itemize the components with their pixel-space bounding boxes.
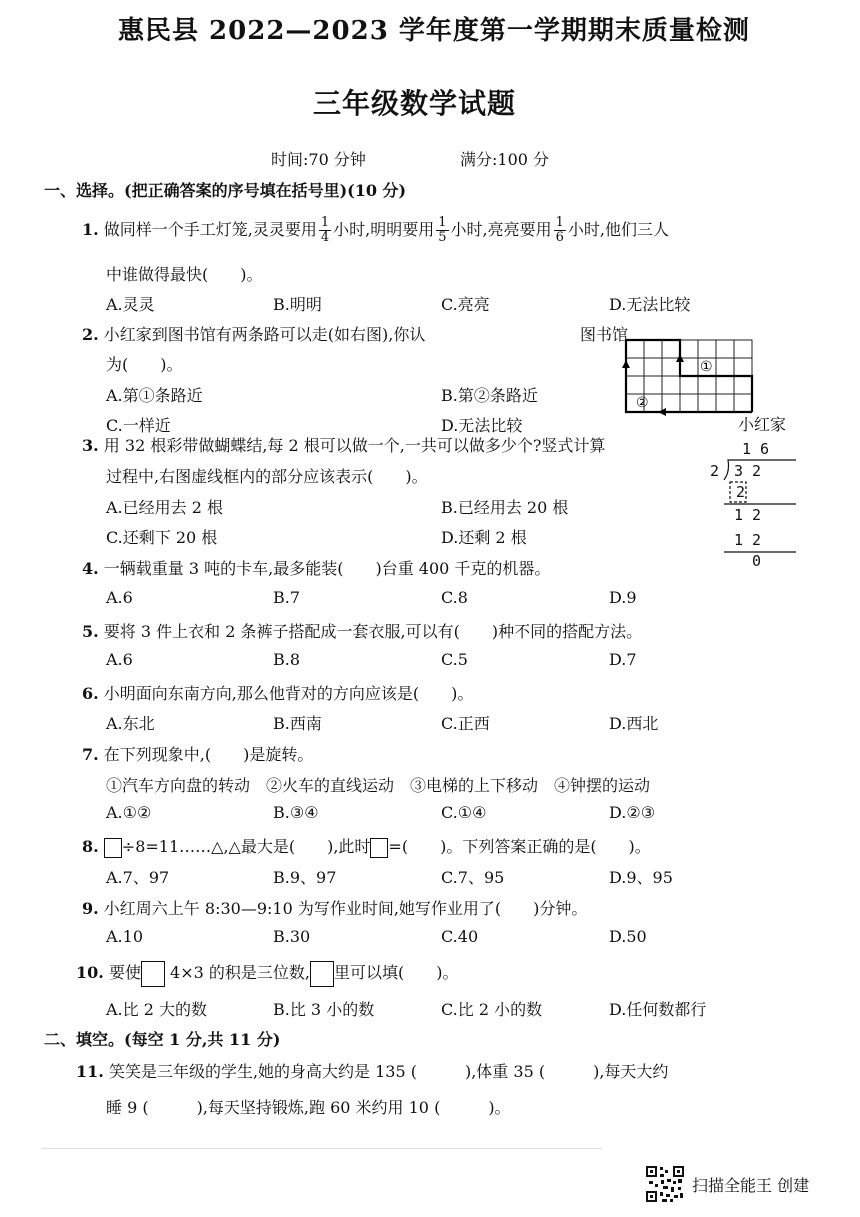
route-2-label: ② bbox=[636, 395, 649, 411]
blank-square bbox=[141, 961, 165, 987]
question-number: 7. bbox=[82, 745, 99, 764]
option-b: B.7 bbox=[273, 588, 301, 607]
fraction-denominator: 6 bbox=[555, 230, 564, 245]
section-2-heading: 二、填空。(每空 1 分,共 11 分) bbox=[44, 1030, 281, 1049]
option-b: B.明明 bbox=[273, 295, 322, 314]
question-9 bbox=[82, 896, 587, 919]
question-10 bbox=[76, 960, 459, 987]
option-d: D.9 bbox=[609, 588, 637, 607]
option-c: C.8 bbox=[441, 588, 468, 607]
option-a: A.①② bbox=[106, 803, 152, 822]
fraction-denominator: 4 bbox=[320, 230, 330, 245]
question-number: 3. bbox=[82, 436, 99, 455]
option-c: C.比 2 小的数 bbox=[441, 1000, 543, 1019]
question-number: 4. bbox=[82, 559, 99, 578]
option-a: A.7、97 bbox=[106, 868, 170, 887]
question-text: 做同样一个手工灯笼,灵灵要用 bbox=[103, 220, 317, 239]
option-d: D.无法比较 bbox=[609, 295, 691, 314]
option-a: A.第①条路近 bbox=[106, 386, 203, 405]
option-d: D.50 bbox=[609, 927, 647, 946]
question-number: 9. bbox=[82, 899, 99, 918]
blank-square bbox=[310, 961, 334, 987]
question-7 bbox=[82, 742, 313, 765]
option-a: A.已经用去 2 根 bbox=[106, 498, 223, 517]
option-d: D.②③ bbox=[609, 803, 656, 822]
option-d: D.9、95 bbox=[609, 868, 673, 887]
long-division-figure bbox=[700, 440, 800, 572]
option-b: B.9、97 bbox=[273, 868, 337, 887]
question-11 bbox=[76, 1059, 668, 1082]
section-1-heading: 一、选择。(把正确答案的序号填在括号里)(10 分) bbox=[44, 181, 407, 200]
division-dividend: 3 2 bbox=[734, 462, 762, 480]
question-text: 小红家到图书馆有两条路可以走(如右图),你认 bbox=[103, 325, 426, 344]
fraction bbox=[319, 216, 331, 245]
fraction-numerator: 1 bbox=[438, 215, 447, 230]
question-number: 8. bbox=[82, 837, 99, 856]
qr-code-icon bbox=[645, 1165, 685, 1203]
option-d: D.7 bbox=[609, 650, 637, 669]
blank-square bbox=[104, 838, 122, 858]
option-c: C.5 bbox=[441, 650, 468, 669]
question-11-continued: 睡 9 ( ),每天坚持锻炼,跑 60 米约用 10 ( )。 bbox=[106, 1098, 511, 1117]
option-a: A.比 2 大的数 bbox=[106, 1000, 207, 1019]
option-b: B.比 3 小的数 bbox=[273, 1000, 375, 1019]
option-c: C.一样近 bbox=[106, 416, 171, 435]
option-c: C.正西 bbox=[441, 714, 490, 733]
question-6 bbox=[82, 681, 473, 704]
option-b: B.已经用去 20 根 bbox=[441, 498, 569, 517]
option-c: C.7、95 bbox=[441, 868, 505, 887]
question-2 bbox=[82, 322, 425, 345]
option-a: A.10 bbox=[106, 927, 143, 946]
question-text: ÷8=11……△,△最大是( ),此时 bbox=[121, 837, 371, 856]
option-b: B.30 bbox=[273, 927, 311, 946]
option-a: A.灵灵 bbox=[106, 295, 155, 314]
question-number: 5. bbox=[82, 622, 99, 641]
division-divisor: 2 bbox=[710, 462, 720, 480]
question-text: 小时,他们三人 bbox=[567, 220, 670, 239]
exam-subtitle: 三年级数学试题 bbox=[313, 87, 517, 120]
exam-time: 时间:70 分钟 bbox=[271, 150, 366, 169]
question-1-continued: 中谁做得最快( )。 bbox=[106, 265, 263, 284]
option-d: D.无法比较 bbox=[441, 416, 523, 435]
division-remainder: 0 bbox=[752, 552, 762, 570]
option-d: D.还剩 2 根 bbox=[441, 528, 527, 547]
question-text: 在下列现象中,( )是旋转。 bbox=[103, 745, 314, 764]
library-label: 图书馆 bbox=[580, 325, 629, 344]
question-text: 要将 3 件上衣和 2 条裤子搭配成一套衣服,可以有( )种不同的搭配方法。 bbox=[103, 622, 643, 641]
question-4 bbox=[82, 556, 550, 579]
fraction bbox=[436, 216, 448, 245]
division-quotient: 1 6 bbox=[742, 440, 770, 458]
question-text: 笑笑是三年级的学生,她的身高大约是 135 ( ),体重 35 ( ),每天大约 bbox=[108, 1062, 669, 1081]
division-step-3: 1 2 bbox=[734, 531, 762, 549]
question-5 bbox=[82, 619, 642, 642]
fraction-numerator: 1 bbox=[320, 215, 330, 230]
question-text: 小时,明明要用 bbox=[333, 220, 435, 239]
home-label: 小红家 bbox=[738, 415, 787, 434]
question-text: 要使 bbox=[108, 963, 141, 982]
question-text: 小时,亮亮要用 bbox=[450, 220, 552, 239]
option-b: B.第②条路近 bbox=[441, 386, 538, 405]
question-number: 6. bbox=[82, 684, 99, 703]
question-number: 10. bbox=[76, 963, 104, 982]
question-text: =( )。下列答案正确的是( )。 bbox=[388, 837, 651, 856]
blank-square bbox=[370, 838, 388, 858]
option-b: B.西南 bbox=[273, 714, 322, 733]
option-c: C.亮亮 bbox=[441, 295, 490, 314]
question-7-items: ①汽车方向盘的转动 ②火车的直线运动 ③电梯的上下移动 ④钟摆的运动 bbox=[106, 776, 651, 795]
option-a: A.东北 bbox=[106, 714, 155, 733]
question-text: 用 32 根彩带做蝴蝶结,每 2 根可以做一个,一共可以做多少个?竖式计算 bbox=[103, 436, 606, 455]
question-1 bbox=[82, 216, 669, 245]
fraction-numerator: 1 bbox=[555, 215, 564, 230]
question-3 bbox=[82, 433, 605, 456]
division-step-1: 2 bbox=[736, 483, 746, 501]
page-bottom-rule bbox=[42, 1148, 602, 1149]
question-text: 小明面向东南方向,那么他背对的方向应该是( )。 bbox=[103, 684, 474, 703]
exam-full-score: 满分:100 分 bbox=[460, 150, 550, 169]
option-c: C.①④ bbox=[441, 803, 487, 822]
division-step-2: 1 2 bbox=[734, 506, 762, 524]
question-text: 小红周六上午 8:30—9:10 为写作业时间,她写作业用了( )分钟。 bbox=[103, 899, 588, 918]
question-text: 里可以填( )。 bbox=[334, 963, 459, 982]
question-text: 4×3 的积是三位数, bbox=[170, 963, 310, 982]
route-grid-figure bbox=[618, 336, 758, 418]
question-number: 1. bbox=[82, 220, 99, 239]
option-d: D.任何数都行 bbox=[609, 1000, 707, 1019]
option-a: A.6 bbox=[106, 650, 133, 669]
option-c: C.40 bbox=[441, 927, 479, 946]
scanner-watermark-text: 扫描全能王 创建 bbox=[692, 1176, 810, 1195]
option-b: B.③④ bbox=[273, 803, 319, 822]
question-number: 2. bbox=[82, 325, 99, 344]
fraction bbox=[554, 216, 566, 245]
question-3-continued: 过程中,右图虚线框内的部分应该表示( )。 bbox=[106, 467, 428, 486]
fraction-denominator: 5 bbox=[438, 230, 447, 245]
option-d: D.西北 bbox=[609, 714, 659, 733]
option-c: C.还剩下 20 根 bbox=[106, 528, 218, 547]
exam-title: 惠民县 2022—2023 学年度第一学期期末质量检测 bbox=[118, 16, 750, 46]
question-2-continued: 为( )。 bbox=[106, 355, 183, 374]
route-1-label: ① bbox=[700, 359, 713, 375]
question-8 bbox=[82, 834, 651, 858]
question-text: 一辆载重量 3 吨的卡车,最多能装( )台重 400 千克的机器。 bbox=[103, 559, 551, 578]
question-number: 11. bbox=[76, 1062, 104, 1081]
option-b: B.8 bbox=[273, 650, 301, 669]
option-a: A.6 bbox=[106, 588, 133, 607]
